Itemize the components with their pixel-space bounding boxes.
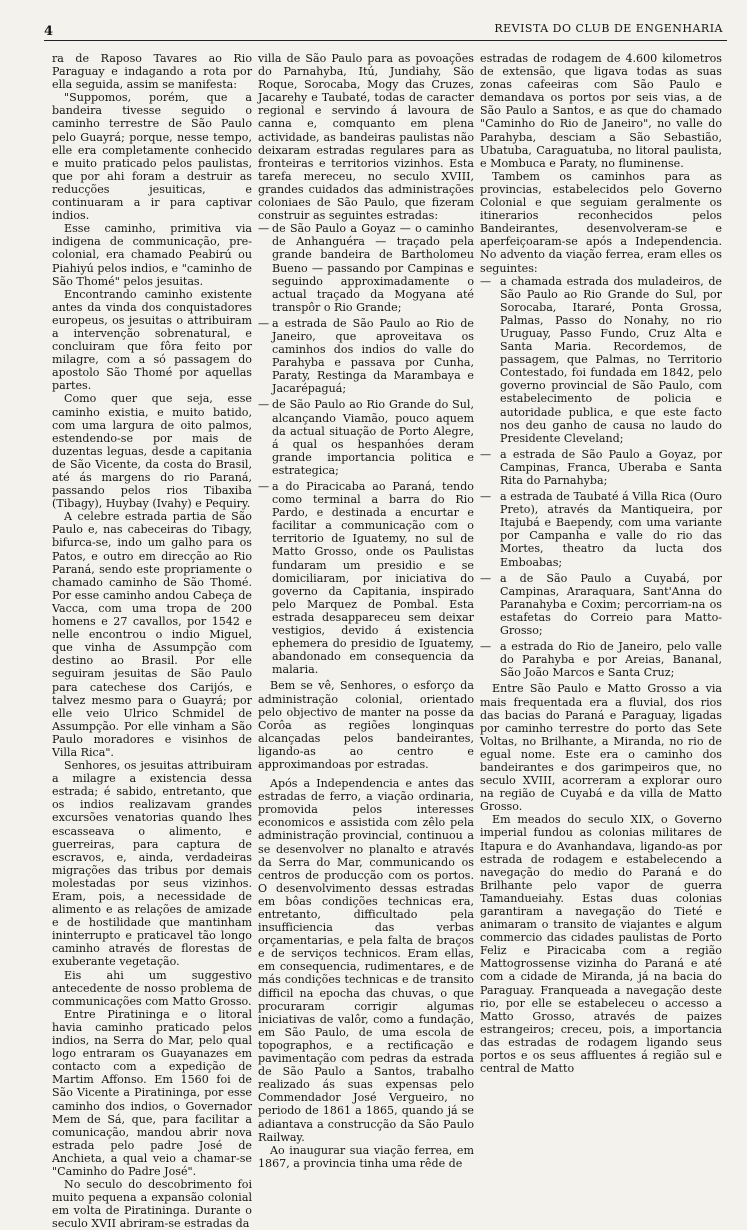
paragraph: Em meados do seculo XIX, o Governo imperial fundou as colonias militares de Itapura e do Avanhandava, ligando-as por estrada de rodagem e estabelecendo a navegação do medio do Paraná e do Brilhante pelo vapor de guerra Tamandueiahy. Estas duas colonias garantiram a navegação do Tieté e animaram o transito de viajantes e algum commercio das cidades paulistas de Porto Feliz e Piracicaba com a região Mattogrossense vizinha do Paraná e até com a cidade de Miranda, já na bacia do Paraguay. Franqueada a navegação deste rio, por elle se estabeleceu o accesso a Matto Grosso, através de paizes estrangeiros; creceu, pois, a importancia das estradas de rodagem ligando seus portos e os seus affluentes á região sul e central de Matto <box>480 813 722 1076</box>
column-left <box>52 52 252 1230</box>
column-middle <box>258 52 474 1170</box>
list-item: — a estrada de Taubaté á Villa Rica (Ouro Preto), através da Mantiqueira, por Itajubá e Baependy, com uma variante por Campanha e valle do rio das Mortes, theatro da lucta dos Emboabas; <box>500 490 722 569</box>
list-item: — a estrada do Rio de Janeiro, pelo valle do Parahyba e por Areias, Bananal, São João Marcos e Santa Cruz; <box>500 640 722 679</box>
list-item: — a chamada estrada dos muladeiros, de São Paulo ao Rio Grande do Sul, por Sorocaba, Itararé, Ponta Grossa, Palmas, Passo do Nonahy, no rio Uruguay, Passo Fundo, Cruz Alta e Santa Maria. Recordemos, de passagem, que Palmas, no Territorio Contestado, foi fundada em 1842, pelo governo provincial de São Paulo, com estabelecimento de policia e autoridade publica, e que este facto nos deu ganho de causa no laudo do Presidente Cleveland; <box>500 275 722 445</box>
paragraph: Senhores, os jesuitas attribuiram a milagre a existencia dessa estrada; é sabido, entretanto, que os indios realizavam grandes excursões venatorias quando lhes escasseava o alimento, e guerreiras, para captura de escravos, e, ainda, verdadeiras migrações das tribus por demais molestadas por seus vizinhos. Eram, pois, a necessidade de alimento e as relações de amizade e de hostilidade que mantinham ininterrupto e praticavel tão longo caminho através de florestas de exuberante vegetação. <box>52 759 252 969</box>
list-item: — a de São Paulo a Cuyabá, por Campinas, Araraquara, Sant'Anna do Paranahyba e Coxim; percorriam-na os estafetas do Correio para Matto-Grosso; <box>500 572 722 637</box>
paragraph: Após a Independencia e antes das estradas de ferro, a viação ordinaria, promovida pelos interesses economicos e assistida com zêlo pela administração provincial, continuou a se desenvolver no planalto e através da Serra do Mar, communicando os centros de producção com os portos. O desenvolvimento dessas estradas em bôas condições technicas era, entretanto, difficultado pela insufficiencia das verbas orçamentarias, e pela falta de braços e de serviços technicos. Eram ellas, em consequencia, rudimentares, e de más condições technicas e de transito difficil na epocha das chuvas, o que procuraram corrigir algumas iniciativas de valôr, como a fundação, em São Paulo, de uma escola de topographos, e a rectificação e pavimentação com pedras da estrada de São Paulo a Santos, trabalho realizado ás suas expensas pelo Commendador José Vergueiro, no periodo de 1861 a 1865, quando já se adiantava a construcção da São Paulo Railway. <box>258 777 474 1144</box>
list-item: — de São Paulo a Goyaz — o caminho de Anhanguéra — traçado pela grande bandeira de Bartholomeu Bueno — passando por Campinas e seguindo approximadamente o actual traçado da Mogyana até transpôr o Rio Grande; <box>272 222 474 314</box>
page-header <box>44 18 729 38</box>
list-item: — a do Piracicaba ao Paraná, tendo como terminal a barra do Rio Pardo, e destinada a encurtar e facilitar a communicação com o territorio de Iguatemy, no sul de Matto Grosso, onde os Paulistas fundaram um presidio e se domiciliaram, por iniciativa do governo da Capitania, inspirado pelo Marquez de Pombal. Esta estrada desappareceu sem deixar vestigios, devido á existencia ephemera do presidio de Iguatemy, abandonado em consequencia da malaria. <box>272 480 474 676</box>
paragraph: Eis ahi um suggestivo antecedente de nosso problema de communicações com Matto Grosso. <box>52 968 252 1008</box>
paragraph: Ao inaugurar sua viação ferrea, em 1867, a provincia tinha uma rêde de <box>258 1143 474 1170</box>
paragraph: No seculo do descobrimento foi muito pequena a expansão colonial em volta de Piratininga. Durante o seculo XVII abriram-se estradas da <box>52 1178 252 1230</box>
page-number: 4 <box>44 24 54 39</box>
paragraph: villa de São Paulo para as povoações do Parnahyba, Itú, Jundiahy, São Roque, Sorocaba, Mogy das Cruzes, Jacarehy e Taubaté, todas de caracter regional e servindo á lavoura de canna e, comquanto em plena actividade, as bandeiras paulistas não deixaram estradas regulares para as fronteiras e territorios vizinhos. Esta tarefa mereceu, no seculo XVIII, grandes cuidados das administrações coloniaes de São Paulo, que fizeram construir as seguintes estradas: <box>258 52 474 223</box>
quote-paragraph: Encontrando caminho existente antes da vinda dos conquistadores europeus, os jesuitas o attribuiram a intervenção sobrenatural, e concluiram que fôra feito por milagre, com a só passagem do apostolo São Thomé por aquellas partes. <box>52 287 252 393</box>
road-list <box>480 275 722 680</box>
paragraph: Entre São Paulo e Matto Grosso a via mais frequentada era a fluvial, dos rios das bacias do Paraná e Paraguay, ligadas por caminho terrestre do porto das Sete Voltas, no Brilhante, a Miranda, no rio de egual nome. Este era o caminho dos bandeirantes e dos garimpeiros que, no seculo XVIII, acorreram a explorar ouro na região de Cuyabá e da villa de Matto Grosso. <box>480 682 722 814</box>
quote-paragraph: "Suppomos, porém, que a bandeira tivesse seguido o caminho terrestre de São Paulo pelo Guayrá; porque, nesse tempo, elle era completamente conhecido e muito praticado pelos paulistas, que por ahi foram a destruir as reducções jesuiticas, e continuaram a ir para captivar indios. <box>52 91 252 223</box>
list-item: — a estrada de São Paulo a Goyaz, por Campinas, Franca, Uberaba e Santa Rita do Parnahyba; <box>500 448 722 487</box>
quote-paragraph: A celebre estrada partia de São Paulo e, nas cabeceiras do Tibagy, bifurca-se, indo um galho para os Patos, e outro em direcção ao Rio Paraná, sendo este propriamente o chamado caminho de São Thomé. Por esse caminho andou Cabeça de Vacca, com uma tropa de 200 homens e 27 cavallos, por 1542 e nelle encontrou o indio Miguel, que vinha de Assumpção com destino ao Brasil. Por elle seguiram jesuitas de São Paulo para catechese dos Carijós, e talvez mesmo para o Guayrá; por elle veio Ulrico Schmidel de Assumpção. Por elle vinham a São Paulo moradores e visinhos de Villa Rica". <box>52 510 252 759</box>
quote-paragraph: Como quer que seja, esse caminho existia, e muito batido, com uma largura de oito palmos, estendendo-se por mais de duzentas leguas, desde a capitania de São Vicente, da costa do Brasil, até ás margens do rio Paraná, passando pelos rios Tibaxiba (Tibagy), Huybay (Ivahy) e Pequiry. <box>52 392 252 511</box>
list-item: — a estrada de São Paulo ao Rio de Janeiro, que aproveitava os caminhos dos indios do valle do Parahyba e passava por Cunha, Paraty, Restinga da Marambaya e Jacarépaguá; <box>272 317 474 396</box>
paragraph: Entre Piratininga e o litoral havia caminho praticado pelos indios, na Serra do Mar, pelo qual logo entraram os Guayanazes em contacto com a expedição de Martim Affonso. Em 1560 foi de São Vicente a Piratininga, por esse caminho dos indios, o Governador Mem de Sá, que, para facilitar a comunicação, mandou abrir nova estrada pelo padre José de Anchieta, a qual veio a chamar-se "Caminho do Padre José". <box>52 1007 252 1178</box>
list-item: — de São Paulo ao Rio Grande do Sul, alcançando Viamão, pouco aquem da actual situação de Porto Alegre, á qual os hespanhóes deram grande importancia politica e estrategica; <box>272 398 474 477</box>
paragraph: ra de Raposo Tavares ao Rio Paraguay e indagando a rota por ella seguida, assim se manifesta: <box>52 52 252 92</box>
quote-paragraph: Esse caminho, primitiva via indigena de communicação, pre-colonial, era chamado Peabirú ou Piahiyú pelos indios, e "caminho de São Thomé" pelos jesuitas. <box>52 222 252 288</box>
header-rule <box>44 40 727 41</box>
paragraph: estradas de rodagem de 4.600 kilometros de extensão, que ligava todas as suas zonas cafeeiras com São Paulo e demandava os portos por seis vias, a de São Paulo a Santos, e as que do chamado "Caminho do Rio de Janeiro", no valle do Parahyba, desciam a São Sebastião, Ubatuba, Caraguatuba, no litoral paulista, e Mombuca e Paraty, no fluminense. <box>480 52 722 170</box>
paragraph: Tambem os caminhos para as provincias, estabelecidos pelo Governo Colonial e que seguiam geralmente os itinerarios reconhecidos pelos Bandeirantes, desenvolveram-se e aperfeiçoaram-se após a Independencia. No advento da viação ferrea, eram elles os seguintes: <box>480 169 722 275</box>
road-list <box>258 222 474 676</box>
column-right <box>480 52 722 1076</box>
journal-title: REVISTA DO CLUB DE ENGENHARIA <box>494 22 723 35</box>
paragraph: Bem se vê, Senhores, o esforço da administração colonial, orientado pelo objectivo de manter na posse da Corôa as regiões longinquas alcançadas pelos bandeirantes, ligando-as ao centro e approximandoas por estradas. <box>258 679 474 771</box>
